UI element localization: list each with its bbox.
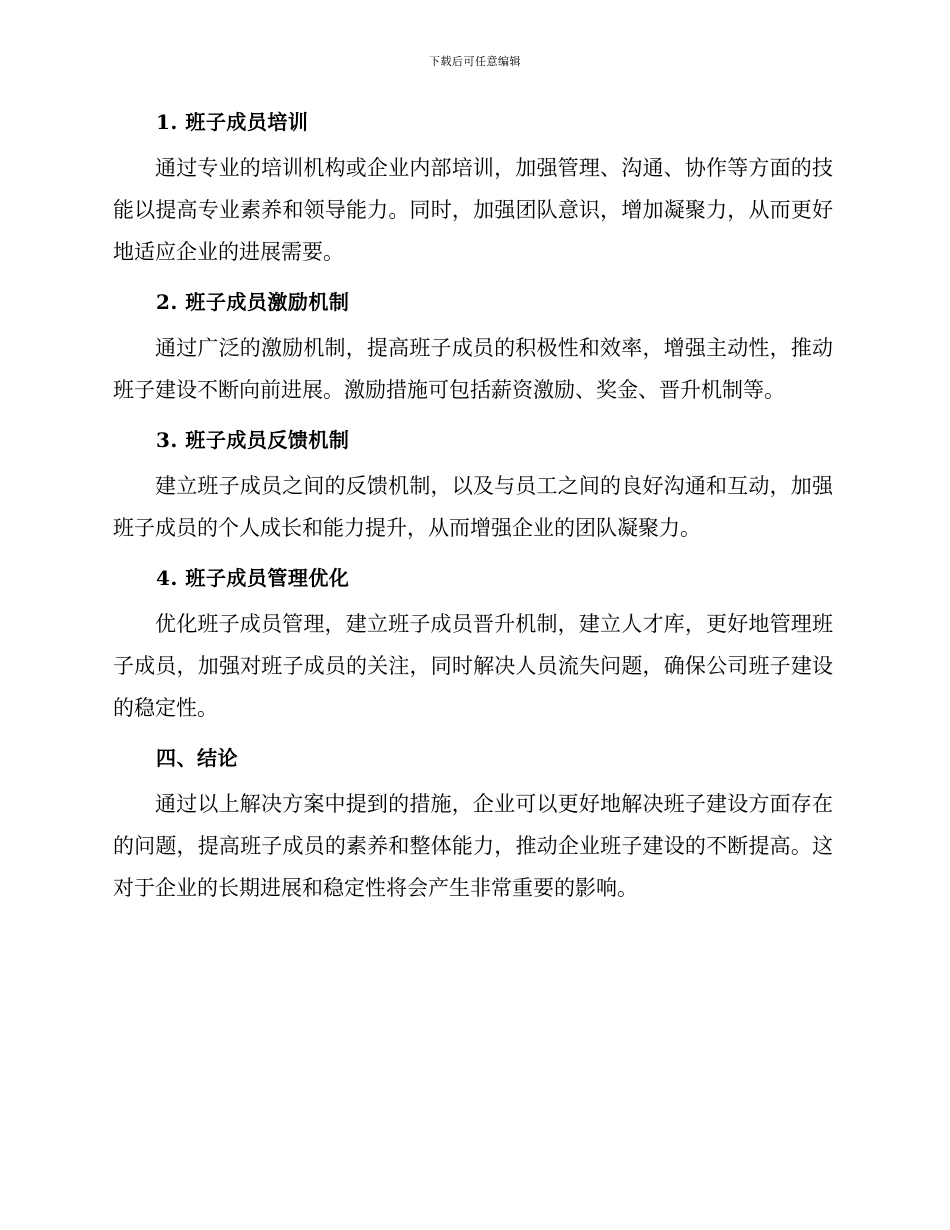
section-heading-conclusion: 四、结论 [156,746,238,770]
section-body-conclusion: 通过以上解决方案中提到的措施，企业可以更好地解决班子建设方面存在的问题，提高班子成员的素养和整体能力，推动企业班子建设的不断提高。这对于企业的长期进展和稳定性将会产生非常重要的影响。 [113,792,833,900]
section-body-management: 优化班子成员管理，建立班子成员晋升机制，建立人才库，更好地管理班子成员，加强对班子成员的关注，同时解决人员流失问题，确保公司班子建设的稳定性。 [113,612,833,720]
section-heading-management: 4. 班子成员管理优化 [156,566,350,590]
section-body-incentive: 通过广泛的激励机制，提高班子成员的积极性和效率，增强主动性，推动班子建设不断向前进展。激励措施可包括薪资激励、奖金、晋升机制等。 [113,336,833,402]
section-heading-incentive: 2. 班子成员激励机制 [156,290,350,314]
section-heading-feedback: 3. 班子成员反馈机制 [156,428,350,452]
document-content [113,108,833,924]
section-body-feedback: 建立班子成员之间的反馈机制，以及与员工之间的良好沟通和互动，加强班子成员的个人成长和能力提升，从而增强企业的团队凝聚力。 [113,474,833,540]
section-heading-training: 1. 班子成员培训 [156,110,309,134]
header-note: 下载后可任意编辑 [429,55,521,68]
section-body-training: 通过专业的培训机构或企业内部培训，加强管理、沟通、协作等方面的技能以提高专业素养和领导能力。同时，加强团队意识，增加凝聚力，从而更好地适应企业的进展需要。 [113,156,833,264]
